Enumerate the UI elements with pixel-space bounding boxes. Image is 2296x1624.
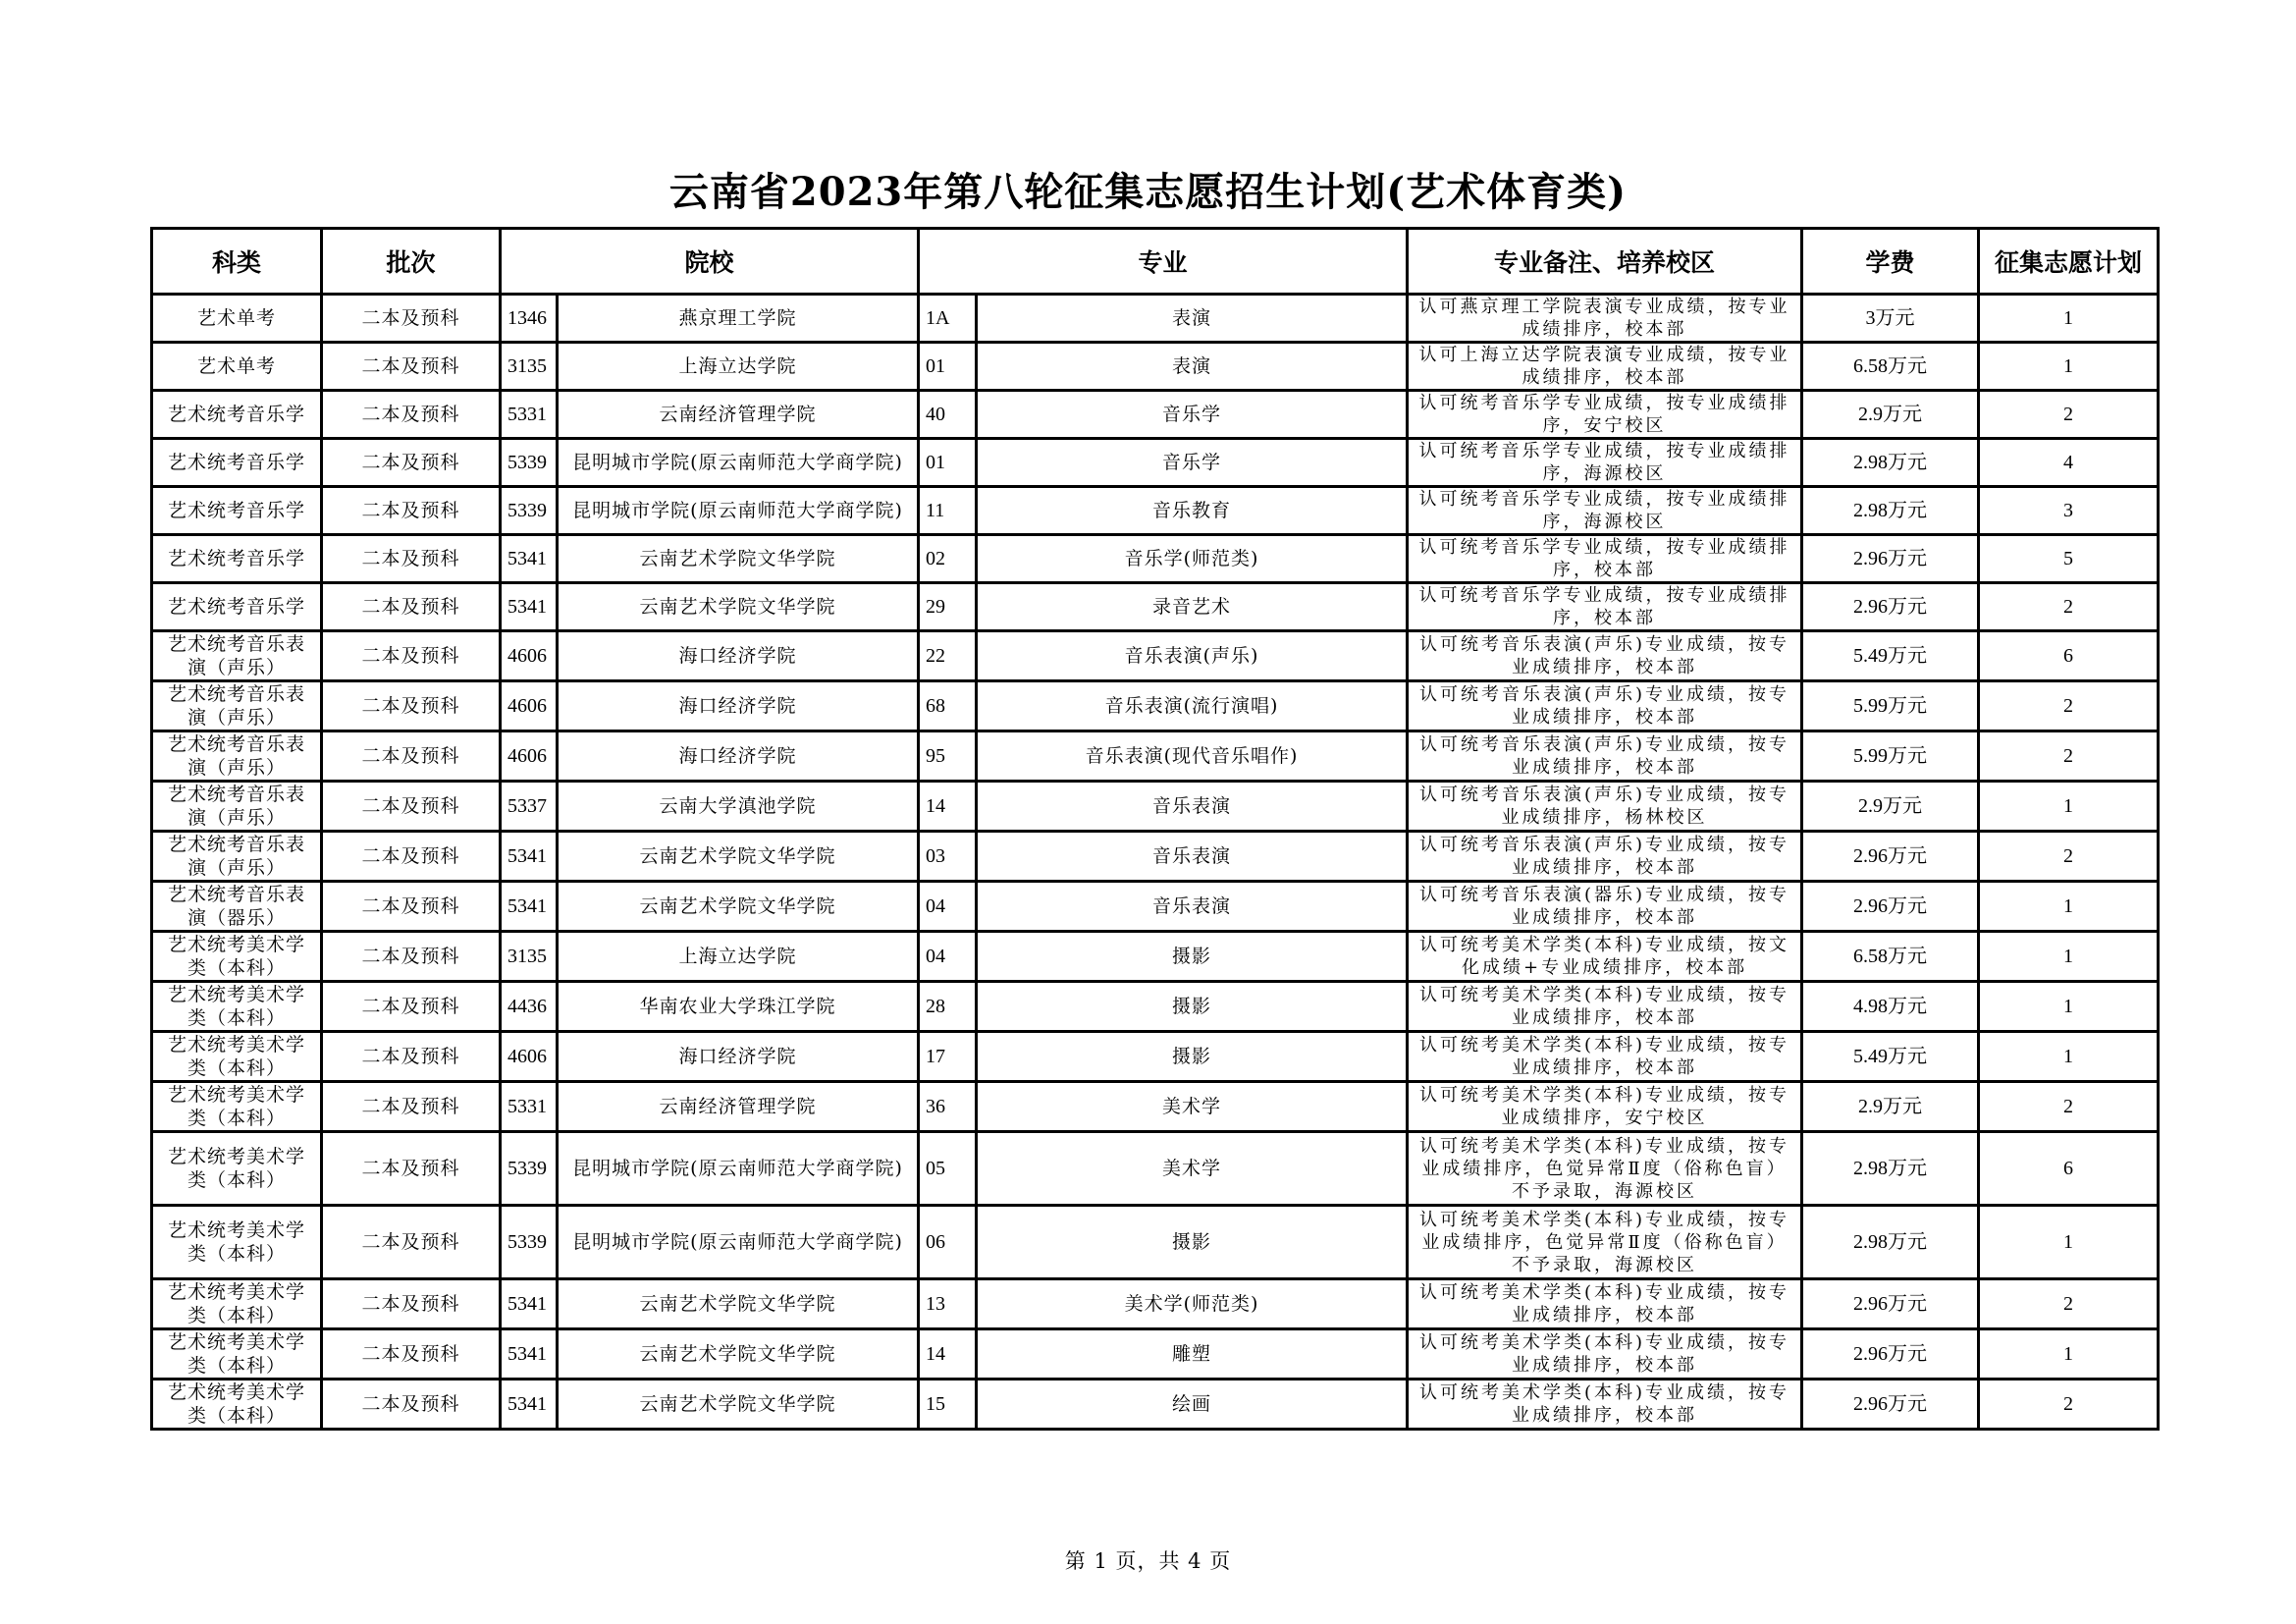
category-cell: 艺术单考 [152, 343, 322, 391]
major-code-cell: 68 [919, 681, 977, 731]
batch-cell: 二本及预科 [322, 1380, 501, 1430]
fee-cell: 2.98万元 [1802, 1206, 1979, 1279]
table-row [152, 1206, 2159, 1279]
plan-cell: 3 [1979, 487, 2159, 535]
table-row [152, 782, 2159, 832]
major-code-cell: 05 [919, 1132, 977, 1206]
table-row [152, 832, 2159, 882]
fee-cell: 2.9万元 [1802, 391, 1979, 439]
note-cell: 认可统考音乐学专业成绩，按专业成绩排序，校本部 [1408, 535, 1802, 583]
table-row [152, 1032, 2159, 1082]
major-cell: 摄影 [977, 1032, 1408, 1082]
major-cell: 录音艺术 [977, 583, 1408, 631]
school-code-cell: 5331 [501, 1082, 558, 1132]
school-cell: 云南经济管理学院 [558, 391, 919, 439]
batch-cell: 二本及预科 [322, 439, 501, 487]
major-cell: 美术学(师范类) [977, 1279, 1408, 1329]
category-cell: 艺术统考美术学类（本科） [152, 932, 322, 982]
note-cell: 认可统考美术学类(本科)专业成绩，按专业成绩排序，色觉异常Ⅱ度（俗称色盲）不予录取，海源校区 [1408, 1132, 1802, 1206]
table-row [152, 1380, 2159, 1430]
major-code-cell: 40 [919, 391, 977, 439]
header-school: 院校 [501, 229, 919, 295]
school-cell: 上海立达学院 [558, 932, 919, 982]
batch-cell: 二本及预科 [322, 1132, 501, 1206]
major-cell: 美术学 [977, 1132, 1408, 1206]
table-row [152, 681, 2159, 731]
batch-cell: 二本及预科 [322, 487, 501, 535]
major-cell: 音乐表演(流行演唱) [977, 681, 1408, 731]
school-cell: 云南经济管理学院 [558, 1082, 919, 1132]
header-row [152, 229, 2159, 295]
plan-cell: 1 [1979, 982, 2159, 1032]
major-cell: 音乐学(师范类) [977, 535, 1408, 583]
school-code-cell: 5331 [501, 391, 558, 439]
table-row [152, 391, 2159, 439]
batch-cell: 二本及预科 [322, 1082, 501, 1132]
header-category: 科类 [152, 229, 322, 295]
school-cell: 云南艺术学院文华学院 [558, 1279, 919, 1329]
fee-cell: 2.96万元 [1802, 1329, 1979, 1380]
major-code-cell: 01 [919, 343, 977, 391]
major-cell: 音乐教育 [977, 487, 1408, 535]
note-cell: 认可统考音乐学专业成绩，按专业成绩排序，海源校区 [1408, 439, 1802, 487]
school-cell: 上海立达学院 [558, 343, 919, 391]
fee-cell: 2.96万元 [1802, 882, 1979, 932]
table-row [152, 487, 2159, 535]
table-row [152, 631, 2159, 681]
plan-cell: 2 [1979, 583, 2159, 631]
category-cell: 艺术统考音乐学 [152, 535, 322, 583]
plan-cell: 2 [1979, 832, 2159, 882]
major-code-cell: 04 [919, 882, 977, 932]
header-batch: 批次 [322, 229, 501, 295]
note-cell: 认可统考美术学类(本科)专业成绩，按专业成绩排序，校本部 [1408, 1279, 1802, 1329]
batch-cell: 二本及预科 [322, 343, 501, 391]
category-cell: 艺术统考音乐表演（器乐） [152, 882, 322, 932]
major-code-cell: 02 [919, 535, 977, 583]
batch-cell: 二本及预科 [322, 295, 501, 343]
school-cell: 云南艺术学院文华学院 [558, 882, 919, 932]
major-cell: 摄影 [977, 932, 1408, 982]
major-code-cell: 36 [919, 1082, 977, 1132]
plan-cell: 1 [1979, 1329, 2159, 1380]
fee-cell: 2.98万元 [1802, 439, 1979, 487]
major-code-cell: 14 [919, 1329, 977, 1380]
table-row [152, 932, 2159, 982]
major-code-cell: 17 [919, 1032, 977, 1082]
note-cell: 认可统考音乐学专业成绩，按专业成绩排序，安宁校区 [1408, 391, 1802, 439]
table-row [152, 583, 2159, 631]
note-cell: 认可统考音乐表演(声乐)专业成绩，按专业成绩排序，校本部 [1408, 631, 1802, 681]
major-code-cell: 04 [919, 932, 977, 982]
school-cell: 燕京理工学院 [558, 295, 919, 343]
school-cell: 云南艺术学院文华学院 [558, 1380, 919, 1430]
major-code-cell: 29 [919, 583, 977, 631]
note-cell: 认可统考美术学类(本科)专业成绩，按专业成绩排序，色觉异常Ⅱ度（俗称色盲）不予录取，海源校区 [1408, 1206, 1802, 1279]
batch-cell: 二本及预科 [322, 782, 501, 832]
plan-cell: 2 [1979, 1380, 2159, 1430]
category-cell: 艺术统考音乐学 [152, 583, 322, 631]
category-cell: 艺术统考美术学类（本科） [152, 982, 322, 1032]
major-cell: 音乐表演 [977, 882, 1408, 932]
fee-cell: 6.58万元 [1802, 343, 1979, 391]
batch-cell: 二本及预科 [322, 1206, 501, 1279]
batch-cell: 二本及预科 [322, 583, 501, 631]
category-cell: 艺术统考音乐表演（声乐） [152, 832, 322, 882]
school-cell: 云南艺术学院文华学院 [558, 1329, 919, 1380]
plan-cell: 1 [1979, 932, 2159, 982]
plan-cell: 1 [1979, 1206, 2159, 1279]
category-cell: 艺术统考音乐表演（声乐） [152, 631, 322, 681]
table-row [152, 343, 2159, 391]
category-cell: 艺术统考美术学类（本科） [152, 1206, 322, 1279]
note-cell: 认可统考音乐学专业成绩，按专业成绩排序，校本部 [1408, 583, 1802, 631]
fee-cell: 5.99万元 [1802, 681, 1979, 731]
major-code-cell: 13 [919, 1279, 977, 1329]
fee-cell: 2.98万元 [1802, 487, 1979, 535]
school-cell: 昆明城市学院(原云南师范大学商学院) [558, 487, 919, 535]
category-cell: 艺术统考美术学类（本科） [152, 1380, 322, 1430]
enrollment-plan-table [150, 227, 2160, 1431]
major-cell: 表演 [977, 343, 1408, 391]
plan-cell: 6 [1979, 631, 2159, 681]
batch-cell: 二本及预科 [322, 932, 501, 982]
fee-cell: 2.96万元 [1802, 832, 1979, 882]
header-fee: 学费 [1802, 229, 1979, 295]
note-cell: 认可统考音乐表演(声乐)专业成绩，按专业成绩排序，校本部 [1408, 681, 1802, 731]
school-code-cell: 3135 [501, 343, 558, 391]
batch-cell: 二本及预科 [322, 832, 501, 882]
major-cell: 音乐表演(声乐) [977, 631, 1408, 681]
fee-cell: 5.49万元 [1802, 1032, 1979, 1082]
school-cell: 海口经济学院 [558, 631, 919, 681]
school-code-cell: 5337 [501, 782, 558, 832]
school-code-cell: 4436 [501, 982, 558, 1032]
plan-cell: 2 [1979, 391, 2159, 439]
category-cell: 艺术统考音乐学 [152, 439, 322, 487]
note-cell: 认可燕京理工学院表演专业成绩，按专业成绩排序，校本部 [1408, 295, 1802, 343]
batch-cell: 二本及预科 [322, 631, 501, 681]
plan-cell: 2 [1979, 1279, 2159, 1329]
major-cell: 摄影 [977, 982, 1408, 1032]
school-code-cell: 5341 [501, 882, 558, 932]
major-code-cell: 95 [919, 731, 977, 782]
batch-cell: 二本及预科 [322, 535, 501, 583]
category-cell: 艺术统考音乐表演（声乐） [152, 731, 322, 782]
fee-cell: 3万元 [1802, 295, 1979, 343]
school-cell: 华南农业大学珠江学院 [558, 982, 919, 1032]
major-code-cell: 1A [919, 295, 977, 343]
plan-cell: 1 [1979, 295, 2159, 343]
school-code-cell: 4606 [501, 631, 558, 681]
school-code-cell: 1346 [501, 295, 558, 343]
table-row [152, 1329, 2159, 1380]
fee-cell: 2.96万元 [1802, 583, 1979, 631]
school-cell: 云南艺术学院文华学院 [558, 832, 919, 882]
table-row [152, 731, 2159, 782]
category-cell: 艺术统考音乐学 [152, 391, 322, 439]
batch-cell: 二本及预科 [322, 681, 501, 731]
major-cell: 音乐学 [977, 391, 1408, 439]
major-code-cell: 06 [919, 1206, 977, 1279]
fee-cell: 5.49万元 [1802, 631, 1979, 681]
school-code-cell: 5341 [501, 832, 558, 882]
header-note: 专业备注、培养校区 [1408, 229, 1802, 295]
plan-cell: 6 [1979, 1132, 2159, 1206]
fee-cell: 2.96万元 [1802, 535, 1979, 583]
plan-cell: 1 [1979, 882, 2159, 932]
table-row [152, 535, 2159, 583]
school-cell: 云南大学滇池学院 [558, 782, 919, 832]
fee-cell: 2.96万元 [1802, 1380, 1979, 1430]
fee-cell: 2.98万元 [1802, 1132, 1979, 1206]
plan-cell: 2 [1979, 681, 2159, 731]
major-code-cell: 28 [919, 982, 977, 1032]
table-row [152, 295, 2159, 343]
fee-cell: 2.9万元 [1802, 1082, 1979, 1132]
school-code-cell: 4606 [501, 1032, 558, 1082]
major-cell: 绘画 [977, 1380, 1408, 1430]
category-cell: 艺术统考美术学类（本科） [152, 1032, 322, 1082]
batch-cell: 二本及预科 [322, 982, 501, 1032]
major-cell: 音乐学 [977, 439, 1408, 487]
school-cell: 昆明城市学院(原云南师范大学商学院) [558, 1206, 919, 1279]
fee-cell: 2.9万元 [1802, 782, 1979, 832]
school-code-cell: 4606 [501, 681, 558, 731]
category-cell: 艺术统考美术学类（本科） [152, 1082, 322, 1132]
school-cell: 海口经济学院 [558, 731, 919, 782]
table-row [152, 1279, 2159, 1329]
batch-cell: 二本及预科 [322, 731, 501, 782]
school-code-cell: 5341 [501, 535, 558, 583]
batch-cell: 二本及预科 [322, 1329, 501, 1380]
fee-cell: 5.99万元 [1802, 731, 1979, 782]
school-code-cell: 5339 [501, 487, 558, 535]
note-cell: 认可统考美术学类(本科)专业成绩，按专业成绩排序，校本部 [1408, 982, 1802, 1032]
plan-cell: 2 [1979, 1082, 2159, 1132]
major-code-cell: 14 [919, 782, 977, 832]
school-code-cell: 5341 [501, 583, 558, 631]
plan-cell: 5 [1979, 535, 2159, 583]
category-cell: 艺术统考音乐表演（声乐） [152, 782, 322, 832]
plan-cell: 1 [1979, 343, 2159, 391]
fee-cell: 4.98万元 [1802, 982, 1979, 1032]
major-code-cell: 22 [919, 631, 977, 681]
school-cell: 云南艺术学院文华学院 [558, 535, 919, 583]
school-code-cell: 5341 [501, 1380, 558, 1430]
plan-cell: 2 [1979, 731, 2159, 782]
major-code-cell: 15 [919, 1380, 977, 1430]
school-cell: 海口经济学院 [558, 681, 919, 731]
fee-cell: 2.96万元 [1802, 1279, 1979, 1329]
plan-cell: 4 [1979, 439, 2159, 487]
school-cell: 云南艺术学院文华学院 [558, 583, 919, 631]
school-cell: 海口经济学院 [558, 1032, 919, 1082]
school-code-cell: 5341 [501, 1329, 558, 1380]
category-cell: 艺术单考 [152, 295, 322, 343]
note-cell: 认可上海立达学院表演专业成绩，按专业成绩排序，校本部 [1408, 343, 1802, 391]
note-cell: 认可统考音乐表演(声乐)专业成绩，按专业成绩排序，杨林校区 [1408, 782, 1802, 832]
batch-cell: 二本及预科 [322, 1032, 501, 1082]
category-cell: 艺术统考音乐学 [152, 487, 322, 535]
school-code-cell: 3135 [501, 932, 558, 982]
table-row [152, 1082, 2159, 1132]
table-row [152, 1132, 2159, 1206]
major-cell: 雕塑 [977, 1329, 1408, 1380]
header-plan: 征集志愿计划 [1979, 229, 2159, 295]
major-cell: 音乐表演 [977, 832, 1408, 882]
note-cell: 认可统考美术学类(本科)专业成绩，按专业成绩排序，安宁校区 [1408, 1082, 1802, 1132]
table-row [152, 882, 2159, 932]
school-code-cell: 5341 [501, 1279, 558, 1329]
document-title: 云南省2023年第八轮征集志愿招生计划(艺术体育类) [668, 169, 1628, 215]
school-cell: 昆明城市学院(原云南师范大学商学院) [558, 439, 919, 487]
school-cell: 昆明城市学院(原云南师范大学商学院) [558, 1132, 919, 1206]
school-code-cell: 5339 [501, 439, 558, 487]
note-cell: 认可统考美术学类(本科)专业成绩，按专业成绩排序，校本部 [1408, 1032, 1802, 1082]
major-cell: 美术学 [977, 1082, 1408, 1132]
category-cell: 艺术统考美术学类（本科） [152, 1279, 322, 1329]
plan-cell: 1 [1979, 782, 2159, 832]
note-cell: 认可统考音乐表演(器乐)专业成绩，按专业成绩排序，校本部 [1408, 882, 1802, 932]
category-cell: 艺术统考音乐表演（声乐） [152, 681, 322, 731]
major-code-cell: 03 [919, 832, 977, 882]
note-cell: 认可统考音乐表演(声乐)专业成绩，按专业成绩排序，校本部 [1408, 832, 1802, 882]
note-cell: 认可统考音乐表演(声乐)专业成绩，按专业成绩排序，校本部 [1408, 731, 1802, 782]
major-code-cell: 01 [919, 439, 977, 487]
school-code-cell: 5339 [501, 1206, 558, 1279]
major-code-cell: 11 [919, 487, 977, 535]
major-cell: 音乐表演 [977, 782, 1408, 832]
note-cell: 认可统考美术学类(本科)专业成绩，按专业成绩排序，校本部 [1408, 1329, 1802, 1380]
note-cell: 认可统考音乐学专业成绩，按专业成绩排序，海源校区 [1408, 487, 1802, 535]
header-major: 专业 [919, 229, 1408, 295]
batch-cell: 二本及预科 [322, 391, 501, 439]
category-cell: 艺术统考美术学类（本科） [152, 1329, 322, 1380]
batch-cell: 二本及预科 [322, 1279, 501, 1329]
note-cell: 认可统考美术学类(本科)专业成绩，按专业成绩排序，校本部 [1408, 1380, 1802, 1430]
batch-cell: 二本及预科 [322, 882, 501, 932]
note-cell: 认可统考美术学类(本科)专业成绩，按文化成绩+专业成绩排序，校本部 [1408, 932, 1802, 982]
page-footer: 第 1 页，共 4 页 [1064, 1549, 1232, 1573]
plan-cell: 1 [1979, 1032, 2159, 1082]
major-cell: 表演 [977, 295, 1408, 343]
major-cell: 音乐表演(现代音乐唱作) [977, 731, 1408, 782]
table-row [152, 982, 2159, 1032]
school-code-cell: 4606 [501, 731, 558, 782]
fee-cell: 6.58万元 [1802, 932, 1979, 982]
school-code-cell: 5339 [501, 1132, 558, 1206]
major-cell: 摄影 [977, 1206, 1408, 1279]
table-row [152, 439, 2159, 487]
category-cell: 艺术统考美术学类（本科） [152, 1132, 322, 1206]
